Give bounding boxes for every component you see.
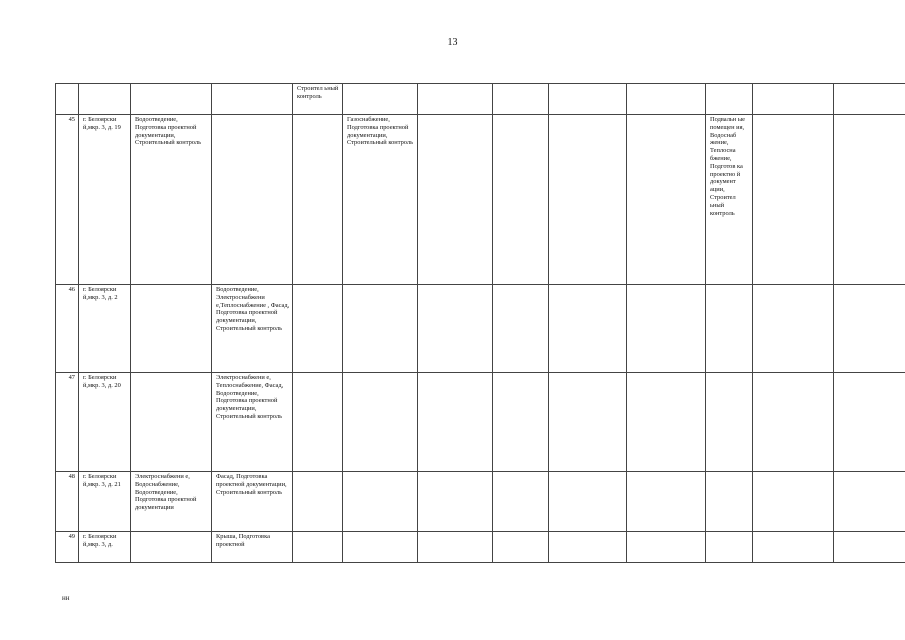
work-cell <box>753 532 834 563</box>
work-cell <box>706 373 753 472</box>
row-number-cell <box>56 84 79 115</box>
work-cell <box>627 115 706 285</box>
work-cell <box>627 472 706 532</box>
work-cell <box>293 472 343 532</box>
work-cell <box>212 84 293 115</box>
footer-mark: нн <box>62 594 70 602</box>
work-cell <box>343 84 418 115</box>
work-cell <box>549 115 627 285</box>
table-row <box>56 285 905 373</box>
work-cell <box>418 373 493 472</box>
row-number-cell: 48 <box>56 472 79 532</box>
table-row <box>56 532 905 563</box>
work-cell <box>293 373 343 472</box>
work-cell <box>293 532 343 563</box>
address-cell: г. Белоярски й,мкр. 3, д. 19 <box>79 115 131 285</box>
work-cell <box>627 84 706 115</box>
work-cell <box>753 472 834 532</box>
work-cell <box>706 472 753 532</box>
work-cell <box>549 84 627 115</box>
work-cell <box>549 373 627 472</box>
work-cell <box>753 115 834 285</box>
work-cell <box>493 84 549 115</box>
address-cell <box>79 84 131 115</box>
work-cell <box>493 532 549 563</box>
row-number-cell: 45 <box>56 115 79 285</box>
work-cell <box>706 532 753 563</box>
work-cell: Водоотведение, Электроснабжени е,Теплоснабжение , Фасад, Подготовка проектной документации, Строительный контроль <box>212 285 293 373</box>
work-cell <box>212 115 293 285</box>
work-cell <box>343 285 418 373</box>
work-cell <box>706 285 753 373</box>
work-cell: Строител ьный контроль <box>293 84 343 115</box>
table-row <box>56 84 905 115</box>
work-cell <box>418 472 493 532</box>
address-cell: г. Белоярски й,мкр. 3, д. 2 <box>79 285 131 373</box>
work-cell <box>418 84 493 115</box>
work-cell <box>753 373 834 472</box>
work-cell <box>549 472 627 532</box>
work-cell <box>493 285 549 373</box>
work-cell <box>493 472 549 532</box>
row-number-cell: 46 <box>56 285 79 373</box>
work-cell <box>834 373 905 472</box>
work-cell <box>834 84 905 115</box>
table-row <box>56 115 905 285</box>
work-cell <box>343 532 418 563</box>
address-cell: г. Белоярски й,мкр. 3, д. 20 <box>79 373 131 472</box>
work-cell: Крыша, Подготовка проектной <box>212 532 293 563</box>
work-cell <box>753 84 834 115</box>
work-cell <box>549 285 627 373</box>
address-cell: г. Белоярски й,мкр. 3, д. 21 <box>79 472 131 532</box>
work-cell: Газоснабжение, Подготовка проектной документации, Строительный контроль <box>343 115 418 285</box>
work-cell <box>131 532 212 563</box>
work-cell <box>293 285 343 373</box>
work-cell <box>493 373 549 472</box>
work-cell: Подвальн ые помещен ия, Водоснаб жение, Теплосна бжение, Подготов ка проектно й документ ации, Строител ьный контроль <box>706 115 753 285</box>
work-cell: Водоотведение, Подготовка проектной документации, Строительный контроль <box>131 115 212 285</box>
work-cell <box>627 373 706 472</box>
work-cell <box>131 84 212 115</box>
work-cell <box>627 285 706 373</box>
table-row <box>56 373 905 472</box>
work-cell <box>131 373 212 472</box>
work-cell: Электроснабжени е, Теплоснабжение, Фасад, Водоотведение, Подготовка проектной документации, Строительный контроль <box>212 373 293 472</box>
work-cell <box>293 115 343 285</box>
page-number: 13 <box>447 37 458 48</box>
address-cell: г. Белоярски й,мкр. 3, д. <box>79 532 131 563</box>
work-cell <box>343 373 418 472</box>
work-cell: Электроснабжени е, Водоснабжение, Водоотведение, Подготовка проектной документации <box>131 472 212 532</box>
work-cell <box>549 532 627 563</box>
table-row <box>56 472 905 532</box>
work-cell <box>834 285 905 373</box>
work-cell: Фасад, Подготовка проектной документации, Строительный контроль <box>212 472 293 532</box>
row-number-cell: 47 <box>56 373 79 472</box>
work-cell <box>418 115 493 285</box>
work-cell <box>834 532 905 563</box>
work-cell <box>706 84 753 115</box>
work-cell <box>834 472 905 532</box>
work-cell <box>627 532 706 563</box>
work-cell <box>418 532 493 563</box>
row-number-cell: 49 <box>56 532 79 563</box>
work-cell <box>493 115 549 285</box>
work-cell <box>131 285 212 373</box>
work-cell <box>418 285 493 373</box>
work-cell <box>834 115 905 285</box>
work-cell <box>753 285 834 373</box>
work-cell <box>343 472 418 532</box>
repair-schedule-table <box>55 83 905 563</box>
